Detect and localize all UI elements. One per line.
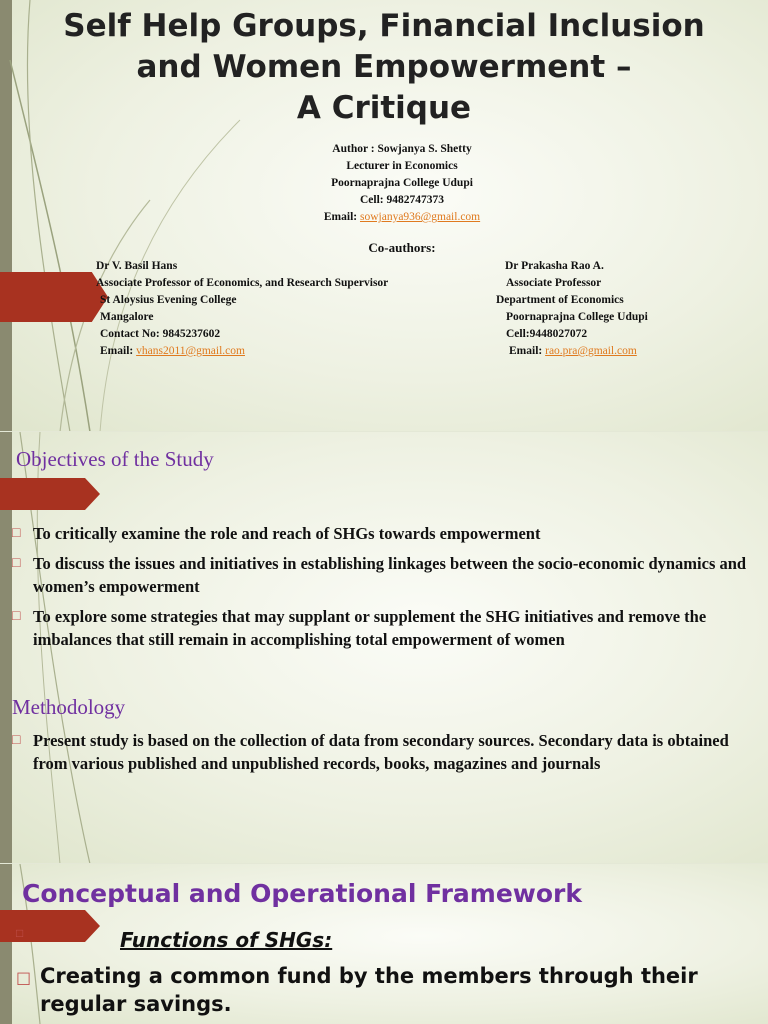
slide-title [0, 0, 768, 432]
bullet-icon: □ [12, 733, 21, 748]
coauthor-contact: Contact No: 9845237602 [100, 328, 221, 340]
coauthor-position: Associate Professor [506, 277, 602, 289]
red-tab-marker [0, 478, 100, 510]
email-label: Email: [323, 211, 358, 223]
author-name: Author : Sowjanya S. Shetty [332, 143, 472, 155]
coauthor-email-link[interactable]: vhans2011@gmail.com [136, 345, 245, 357]
bullet-icon: □ [16, 926, 24, 940]
author-college: Poornaprajna College Udupi [331, 177, 473, 189]
list-item: □ To discuss the issues and initiatives in establishing linkages between the socio-economic dynamics and women’s empowerment [12, 554, 747, 596]
author-cell: Cell: 9482747373 [359, 194, 444, 206]
coauthor-right [496, 258, 648, 360]
methodology-heading: Methodology [12, 695, 126, 719]
author-block [0, 141, 768, 226]
coauthor-department: Department of Economics [496, 294, 624, 306]
bullet-icon: □ [12, 526, 21, 541]
list-item: □ To critically examine the role and reach of SHGs towards empowerment [12, 524, 541, 543]
coauthor-name: Dr V. Basil Hans [96, 260, 178, 272]
functions-subheading: Functions of SHGs: [120, 928, 333, 952]
slide-framework [0, 864, 768, 1024]
coauthor-cell: Cell:9448027072 [506, 328, 588, 340]
coauthor-left [96, 258, 388, 360]
red-tab-marker [0, 272, 108, 322]
author-position: Lecturer in Economics [346, 160, 458, 172]
coauthor-college: St Aloysius Evening College [100, 294, 237, 306]
methodology-list [10, 729, 760, 782]
email-label: Email: [100, 345, 134, 357]
framework-heading: Conceptual and Operational Framework [22, 879, 582, 908]
title-line: and Women Empowerment – [136, 49, 632, 85]
list-item: □ To explore some strategies that may supplant or supplement the SHG initiatives and remove the imbalances that still remain in accomplishing total empowerment of women [12, 607, 707, 649]
coauthor-email-link[interactable]: rao.pra@gmail.com [545, 345, 637, 357]
title-line: Self Help Groups, Financial Inclusion [63, 8, 705, 44]
list-item: □ Creating a common fund by the members through their regular savings. [16, 964, 698, 1016]
author-email-link[interactable]: sowjanya936@gmail.com [359, 211, 481, 223]
framework-list [14, 962, 759, 1018]
coauthors-heading: Co-authors: [368, 240, 436, 255]
coauthor-name: Dr Prakasha Rao A. [505, 260, 604, 272]
bullet-icon: □ [12, 609, 21, 624]
objectives-list [10, 522, 760, 658]
author-email-row [0, 209, 768, 226]
slide-left-bar [0, 864, 12, 1024]
coauthor-email-row [96, 343, 388, 360]
objectives-heading: Objectives of the Study [16, 447, 214, 471]
title-line: A Critique [296, 90, 472, 126]
bullet-icon: □ [12, 556, 21, 571]
slide-title-text [0, 6, 768, 129]
bullet-icon: □ [16, 968, 32, 987]
slide-objectives [0, 432, 768, 864]
coauthor-college: Poornaprajna College Udupi [506, 311, 648, 323]
coauthor-position: Associate Professor of Economics, and Research Supervisor [96, 277, 389, 289]
coauthor-city: Mangalore [100, 311, 154, 323]
coauthor-email-row [496, 343, 648, 360]
list-item: □ Present study is based on the collection of data from secondary sources. Secondary data is obtained from various published and unpublished records, books, magazines and journals [12, 731, 729, 773]
email-label: Email: [509, 345, 543, 357]
red-tab-marker [0, 910, 100, 942]
